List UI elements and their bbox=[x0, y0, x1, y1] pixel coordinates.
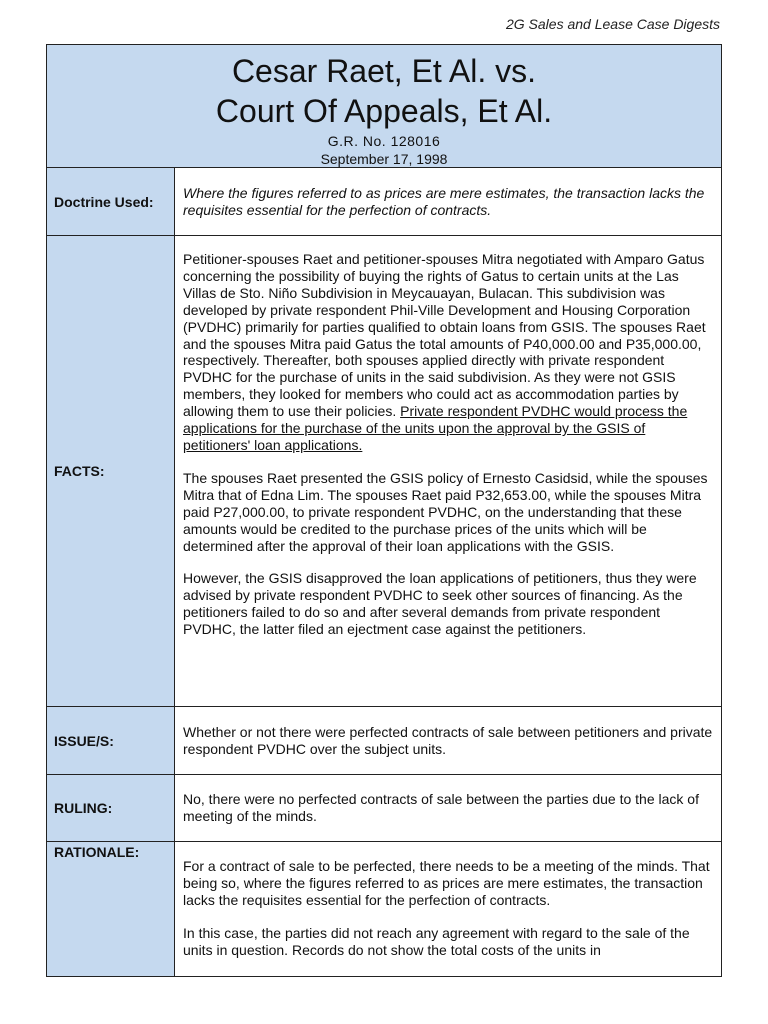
case-title-block bbox=[47, 45, 721, 168]
ruling-cell bbox=[175, 775, 721, 841]
rationale-paragraph-2: In this case, the parties did not reach any agreement with regard to the sale of the units in question. Records do not show the total costs of the units in bbox=[183, 924, 690, 958]
doctrine-label: Doctrine Used: bbox=[47, 168, 175, 235]
facts-paragraph-2: The spouses Raet presented the GSIS policy of Ernesto Casidsid, while the spouses Mitra that of Edna Lim. The spouses Raet paid P32,653.00, while the spouses Mitra paid P27,000.00, to private respondent PVDHC, on the understanding that these amounts would be credited to the purchase prices of the units which will be determined after the approval of their loan applications with the GSIS. bbox=[183, 469, 708, 554]
facts-paragraph-3: However, the GSIS disapproved the loan applications of petitioners, thus they were advised by private respondent PVDHC to seek other sources of financing. As the petitioners failed to do so and after several demands from private respondent PVDHC, the latter filed an ejectment case against the petitioners. bbox=[183, 570, 697, 638]
header-note: 2G Sales and Lease Case Digests bbox=[505, 16, 720, 32]
case-title-line1: Cesar Raet, Et Al. vs. bbox=[231, 53, 537, 89]
facts-label: FACTS: bbox=[47, 236, 175, 706]
facts-paragraph-1 bbox=[183, 251, 713, 454]
facts-row bbox=[47, 236, 721, 707]
rationale-label: RATIONALE: bbox=[47, 842, 175, 976]
decision-date: September 17, 1998 bbox=[320, 151, 448, 167]
gr-number: G.R. No. 128016 bbox=[327, 133, 441, 149]
facts-underlined-text: Private respondent PVDHC would process the applications for the purchase of the units upon the approval by the GSIS of petitioners' loan applications. bbox=[183, 403, 688, 453]
issue-row bbox=[47, 707, 721, 775]
doctrine-cell bbox=[175, 168, 721, 235]
issue-cell bbox=[175, 707, 721, 774]
ruling-text: No, there were no perfected contracts of sale between the parties due to the lack of meeting of the minds. bbox=[183, 791, 699, 824]
rationale-cell bbox=[175, 842, 721, 976]
issue-label: ISSUE/S: bbox=[47, 707, 175, 774]
doctrine-text: Where the figures referred to as prices are mere estimates, the transaction lacks the requisites essential for the perfection of contracts. bbox=[183, 184, 705, 218]
doctrine-row bbox=[47, 168, 721, 236]
ruling-row bbox=[47, 775, 721, 842]
facts-paragraph-1-text: Petitioner-spouses Raet and petitioner-spouses Mitra negotiated with Amparo Gatus concerning the possibility of buying the rights of Gatus to certain units at the Las Villas de Sto. Niño Subdivision in Meycauayan, Bulacan. This subdivision was developed by private respondent Phil-Ville Development and Housing Corporation (PVDHC) primarily for parties qualified to obtain loans from GSIS. The spouses Raet and the spouses Mitra paid Gatus the total amounts of P40,000.00 and P35,000.00, respectively. Thereafter, both spouses applied directly with private respondent PVDHC for the purchase of units in the said subdivision. As they were not GSIS members, they looked for members who could act as accommodation parties by allowing them to use their policies. bbox=[183, 251, 706, 420]
case-title-line2: Court Of Appeals, Et Al. bbox=[215, 93, 553, 129]
ruling-label: RULING: bbox=[47, 775, 175, 841]
case-digest-table bbox=[46, 44, 722, 977]
issue-text: Whether or not there were perfected contracts of sale between petitioners and private respondent PVDHC over the subject units. bbox=[183, 723, 713, 757]
rationale-paragraph-1: For a contract of sale to be perfected, there needs to be a meeting of the minds. That being so, where the figures referred to as prices are mere estimates, the transaction lacks the requisites essential for the perfection of contracts. bbox=[183, 858, 710, 908]
rationale-row bbox=[47, 842, 721, 976]
case-title bbox=[47, 51, 721, 131]
facts-cell bbox=[175, 236, 721, 706]
